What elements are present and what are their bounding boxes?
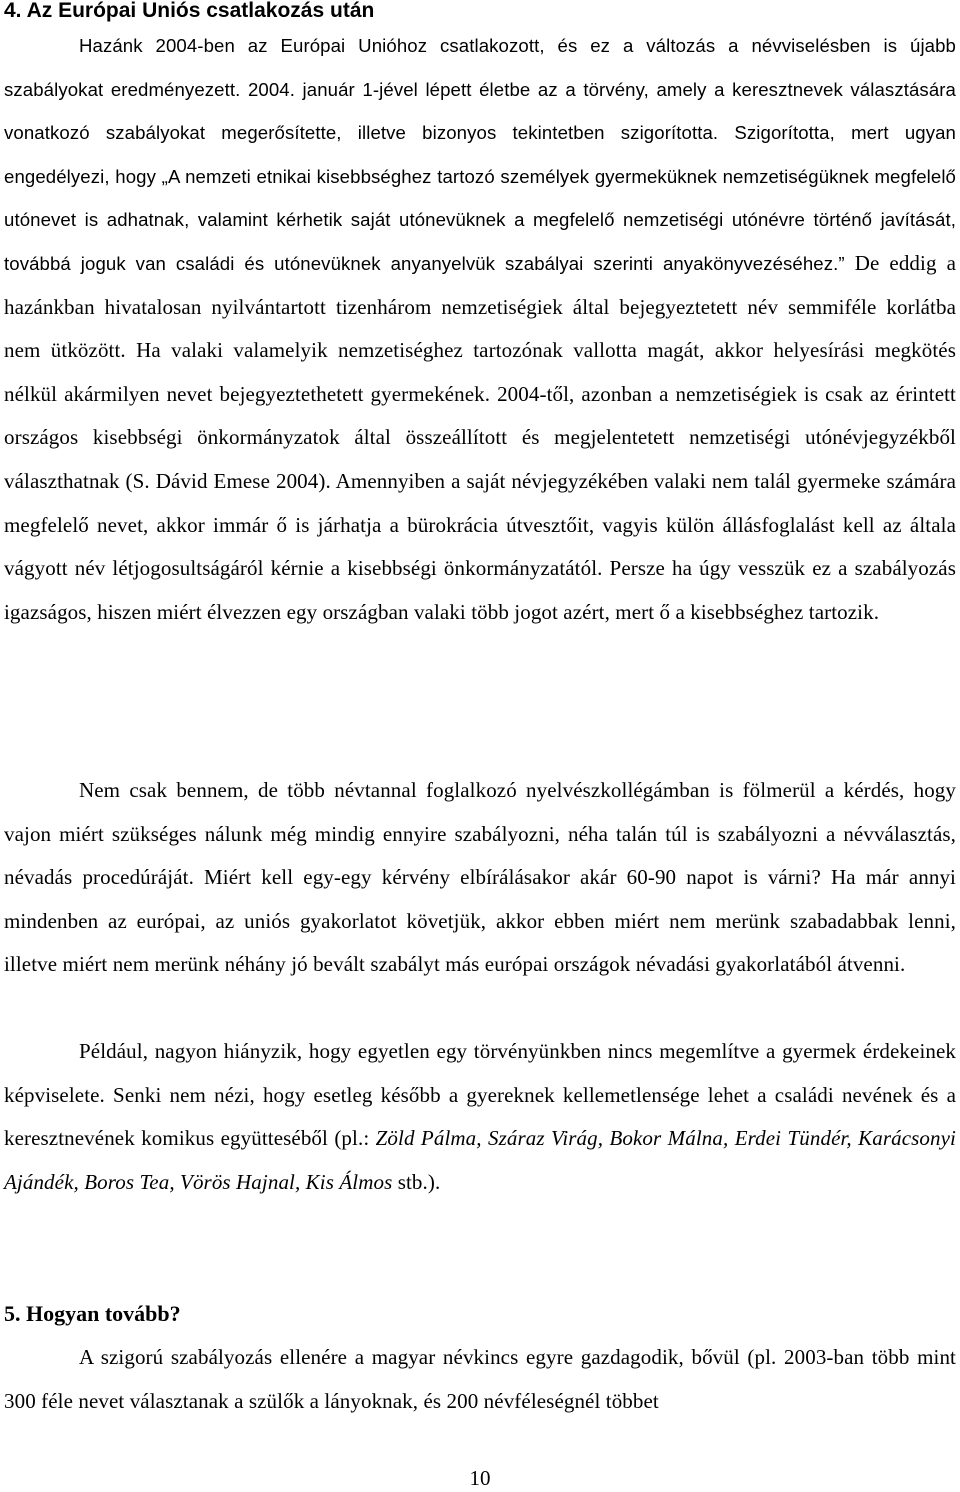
paragraph: A szigorú szabályozás ellenére a magyar névkincs egyre gazdagodik, bővül (pl. 2003-ban több mint 300 féle nevet választanak a szülők a lányoknak, és 200 névféleségnél többet <box>4 1345 956 1413</box>
paragraph-text: Például, nagyon hiányzik, hogy egyetlen egy törvényünkben nincs megemlítve a gyermek érdekeinek képviselete. Senki nem nézi, hogy esetleg később a gyereknek kellemetlensége lehet a családi nevének és a keresztnevének komikus együtteséből (pl.: <box>4 1039 956 1151</box>
paragraph-text-sans: Hazánk 2004-ben az Európai Unióhoz csatlakozott, és ez a változás a névviselésben is újabb szabályokat eredményezett. 2004. január 1-jével lépett életbe az a törvény, amely a keresztnevek választására vonatkozó szabályokat megerősítette, illetve bizonyos tekintetben szigorította. Szigorította, mert ugyan engedélyezi, hogy „A nemzeti etnikai kisebbséghez tartozó személyek gyermeküknek nemzetiségüknek megfelelő utónevet is adhatnak, valamint kérhetik saját utónevüknek a megfelelő nemzetiségi utónévre történő javítását, továbbá joguk van családi és utónevüknek anyanyelvük szabályai szerinti anyakönyvezéséhez.” <box>4 35 956 274</box>
section-heading: 4. Az Európai Uniós csatlakozás után <box>4 0 375 22</box>
paragraph-text: stb.). <box>392 1169 441 1194</box>
paragraph <box>4 24 956 634</box>
paragraph: Nem csak bennem, de több névtannal foglalkozó nyelvészkollégámban is fölmerül a kérdés, hogy vajon miért szükséges nálunk még mindig ennyire szabályozni, néha talán túl is szabályozni a névválasztás, névadás procedúráját. Miért kell egy-egy kérvény elbírálásakor akár 60-90 napot is várni? Ha már annyi mindenben az európai, az uniós gyakorlatot követjük, akkor ebben miért nem merünk szabadabbak lenni, illetve miért nem merünk néhány jó bevált szabályt más európai országok névadási gyakorlatából átvenni. <box>4 778 956 977</box>
example-names-italic: Zöld Pálma, Száraz Virág, Bokor Málna, Erdei Tündér, Karácsonyi Ajándék, Boros Tea, Vörös Hajnal, Kis Álmos <box>4 1126 956 1194</box>
paragraph <box>4 1030 956 1204</box>
page-number: 10 <box>469 1466 491 1490</box>
paragraph-text: De eddig a hazánkban hivatalosan nyilvántartott tizenhárom nemzetiségiek által bejegyeztetett név semmiféle korlátba nem ütközött. Ha valaki valamelyik nemzetiséghez tartozónak vallotta magát, akkor helyesírási megkötés nélkül akármilyen nevet bejegyeztethetett gyermekének. 2004-től, azonban a nemzetiségiek is csak az érintett országos kisebbségi önkormányzatok által összeállított és megjelentetett nemzetiségi utónévjegyzékből választhatnak (S. Dávid Emese 2004). Amennyiben a saját névjegyzékében valaki nem talál gyermeke számára megfelelő nevet, akkor immár ő is járhatja a bürokrácia útvesztőit, vagyis külön állásfoglalást kell az általa vágyott név létjogosultságáról kérnie a kisebbségi önkormányzatától. Persze ha úgy vesszük ez a szabályozás igazságos, hiszen miért élvezzen egy országban valaki több jogot azért, mert ő a kisebbséghez tartozik. <box>4 250 956 624</box>
section-heading: 5. Hogyan tovább? <box>4 1301 181 1326</box>
